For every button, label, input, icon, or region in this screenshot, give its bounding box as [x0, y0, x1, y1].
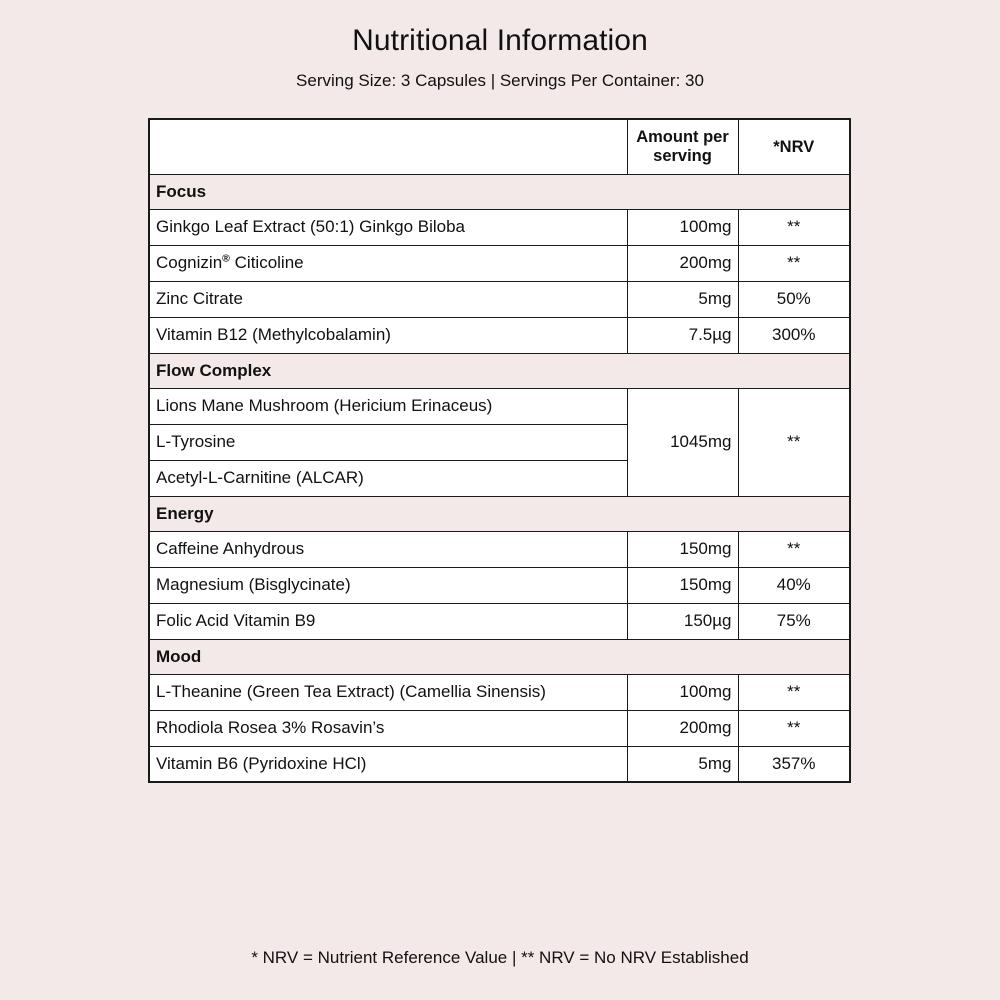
ingredient-nrv: **	[738, 209, 850, 245]
ingredient-nrv: 357%	[738, 746, 850, 782]
ingredient-amount: 100mg	[627, 674, 738, 710]
section-title: Focus	[149, 174, 850, 209]
ingredient-amount: 150mg	[627, 567, 738, 603]
ingredient-name: Caffeine Anhydrous	[149, 531, 627, 567]
ingredient-nrv: **	[738, 245, 850, 281]
ingredient-nrv: **	[738, 531, 850, 567]
ingredient-nrv: **	[738, 710, 850, 746]
table-row	[149, 531, 850, 567]
ingredient-nrv: 75%	[738, 603, 850, 639]
column-header-amount-line2: serving	[653, 146, 712, 165]
ingredient-name: Rhodiola Rosea 3% Rosavin’s	[149, 710, 627, 746]
nrv-footnote: * NRV = Nutrient Reference Value | ** NRV = No NRV Established	[251, 948, 749, 967]
ingredient-name: Folic Acid Vitamin B9	[149, 603, 627, 639]
column-header-ingredient	[149, 119, 627, 174]
ingredient-amount: 150µg	[627, 603, 738, 639]
table-row	[149, 388, 850, 424]
table-row	[149, 710, 850, 746]
column-header-amount	[627, 119, 738, 174]
section-header-row	[149, 496, 850, 531]
table-body	[149, 174, 850, 782]
table-row	[149, 567, 850, 603]
table-row	[149, 245, 850, 281]
section-title: Energy	[149, 496, 850, 531]
page-title: Nutritional Information	[352, 24, 648, 57]
ingredient-amount-merged: 1045mg	[627, 388, 738, 496]
section-title: Mood	[149, 639, 850, 674]
nutrition-table-container	[148, 118, 851, 783]
section-header-row	[149, 174, 850, 209]
table-row	[149, 281, 850, 317]
ingredient-name: L-Theanine (Green Tea Extract) (Camellia Sinensis)	[149, 674, 627, 710]
ingredient-amount: 100mg	[627, 209, 738, 245]
ingredient-amount: 5mg	[627, 746, 738, 782]
table-row	[149, 317, 850, 353]
ingredient-amount: 7.5µg	[627, 317, 738, 353]
ingredient-name: Vitamin B12 (Methylcobalamin)	[149, 317, 627, 353]
table-row	[149, 674, 850, 710]
serving-info: Serving Size: 3 Capsules | Servings Per Container: 30	[296, 71, 704, 90]
section-header-row	[149, 353, 850, 388]
ingredient-name: L-Tyrosine	[149, 424, 627, 460]
ingredient-name: Vitamin B6 (Pyridoxine HCl)	[149, 746, 627, 782]
nutrition-table	[148, 118, 851, 783]
table-header	[149, 119, 850, 174]
column-header-amount-line1: Amount per	[636, 128, 729, 147]
ingredient-name: Lions Mane Mushroom (Hericium Erinaceus)	[149, 388, 627, 424]
table-row	[149, 209, 850, 245]
ingredient-name: Zinc Citrate	[149, 281, 627, 317]
ingredient-name: Acetyl-L-Carnitine (ALCAR)	[149, 460, 627, 496]
ingredient-name: Magnesium (Bisglycinate)	[149, 567, 627, 603]
ingredient-nrv: 40%	[738, 567, 850, 603]
section-title: Flow Complex	[149, 353, 850, 388]
column-header-nrv: *NRV	[738, 119, 850, 174]
table-header-row	[149, 119, 850, 174]
ingredient-name: Ginkgo Leaf Extract (50:1) Ginkgo Biloba	[149, 209, 627, 245]
table-row	[149, 603, 850, 639]
ingredient-amount: 150mg	[627, 531, 738, 567]
ingredient-name: Cognizin® Citicoline	[149, 245, 627, 281]
ingredient-nrv-merged: **	[738, 388, 850, 496]
section-header-row	[149, 639, 850, 674]
ingredient-nrv: **	[738, 674, 850, 710]
ingredient-amount: 5mg	[627, 281, 738, 317]
ingredient-amount: 200mg	[627, 245, 738, 281]
table-row	[149, 746, 850, 782]
ingredient-amount: 200mg	[627, 710, 738, 746]
ingredient-nrv: 50%	[738, 281, 850, 317]
ingredient-nrv: 300%	[738, 317, 850, 353]
registered-trademark-icon: ®	[222, 252, 230, 265]
